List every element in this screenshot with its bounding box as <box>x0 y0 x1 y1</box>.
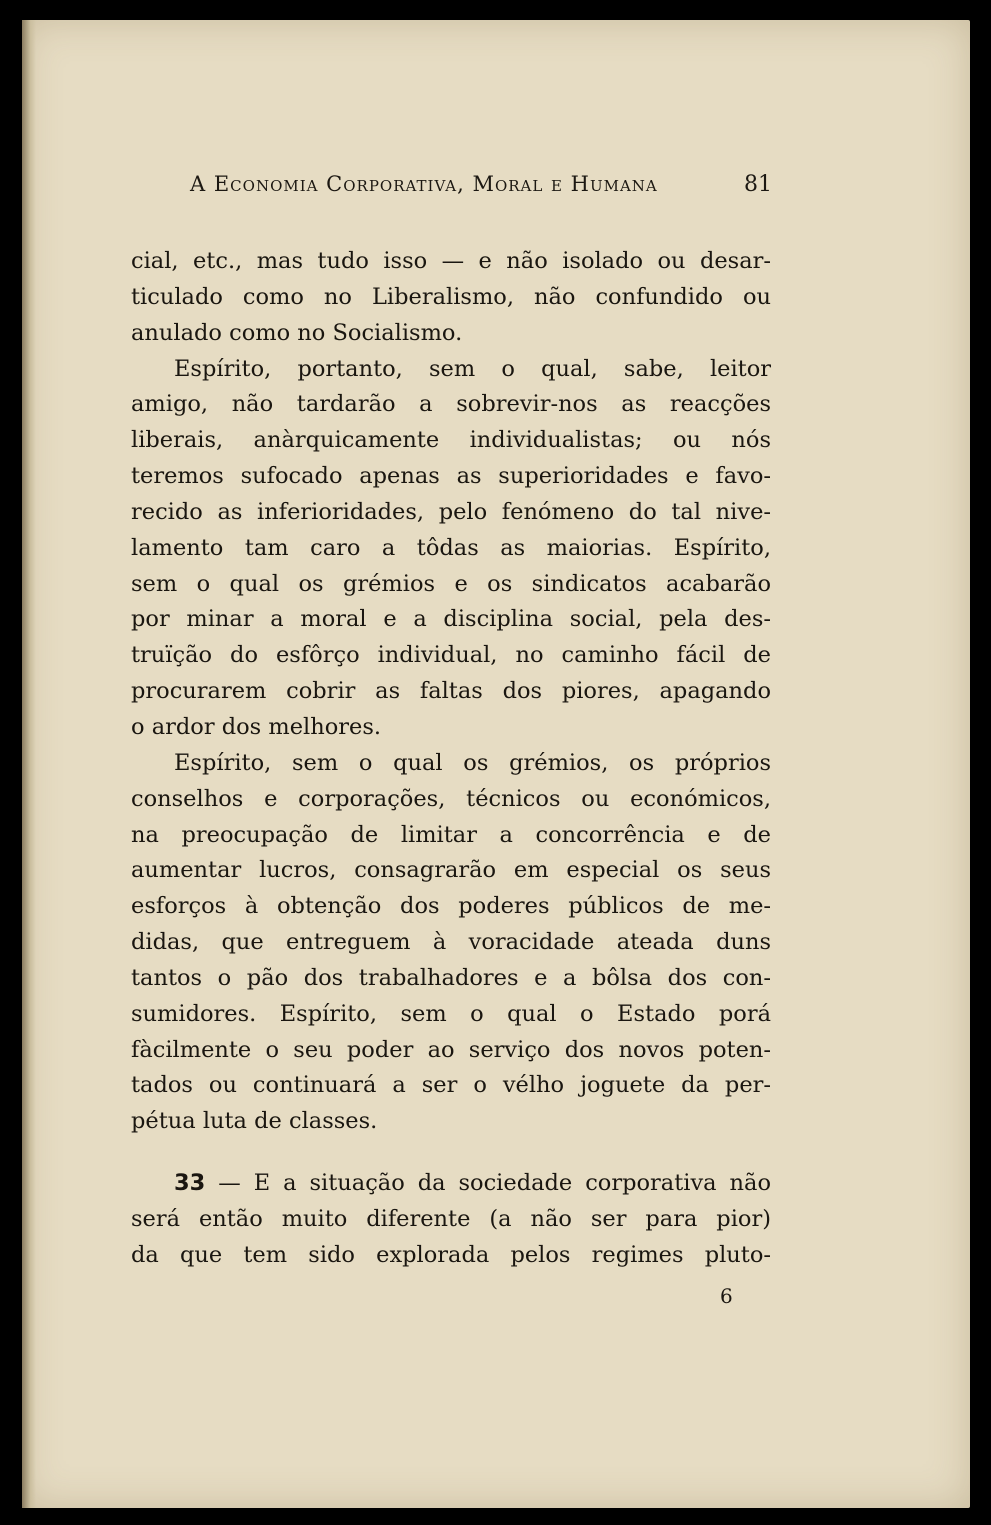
section-number: 33 <box>174 1170 206 1196</box>
running-header-title: A Economia Corporativa, Moral e Humana <box>190 172 658 196</box>
text-line: teremos sufocado apenas as superioridades e favo- <box>131 463 771 490</box>
text-line: conselhos e corporações, técnicos ou económicos, <box>131 785 771 812</box>
text-line: amigo, não tardarão a sobrevir-nos as reacções <box>131 391 771 418</box>
section-heading-line <box>131 1166 771 1202</box>
text-line: anulado como no Socialismo. <box>131 319 463 346</box>
text-line: sumidores. Espírito, sem o qual o Estado porá <box>131 1000 771 1027</box>
text-line: da que tem sido explorada pelos regimes pluto- <box>131 1241 771 1268</box>
text-line: tantos o pão dos trabalhadores e a bôlsa dos con- <box>131 964 771 991</box>
text-line: tados ou continuará a ser o vélho joguete da per- <box>131 1072 771 1099</box>
text-line: pétua luta de classes. <box>131 1108 378 1135</box>
text-line: na preocupação de limitar a concorrência e de <box>131 821 771 848</box>
book-spine-shadow <box>22 20 36 1508</box>
signature-mark: 6 <box>720 1284 733 1308</box>
text-line: recido as inferioridades, pelo fenómeno do tal nive- <box>131 498 771 525</box>
text-line: será então muito diferente (a não ser para pior) <box>131 1205 771 1232</box>
text-line: ticulado como no Liberalismo, não confundido ou <box>131 283 771 310</box>
text-line: por minar a moral e a disciplina social, pela des- <box>131 606 771 633</box>
text-line: aumentar lucros, consagrarão em especial os seus <box>131 857 771 884</box>
running-header <box>190 166 772 206</box>
text-line: Espírito, portanto, sem o qual, sabe, leitor <box>174 355 771 382</box>
section-33-text <box>131 1166 771 1274</box>
text-line: lamento tam caro a tôdas as maiorias. Espírito, <box>131 534 771 561</box>
text-line: didas, que entreguem à voracidade ateada duns <box>131 929 771 956</box>
text-line: Espírito, sem o qual os grémios, os próprios <box>174 749 771 776</box>
text-line: fàcilmente o seu poder ao serviço dos novos poten- <box>131 1036 771 1063</box>
text-line: truïção do esfôrço individual, no caminho fácil de <box>131 642 771 669</box>
text-line: esforços à obtenção dos poderes públicos de me- <box>131 893 771 920</box>
section-first-line: — E a situação da sociedade corporativa não <box>218 1170 771 1196</box>
text-line: cial, etc., mas tudo isso — e não isolado ou desar- <box>131 248 771 274</box>
body-text <box>131 244 771 1140</box>
text-line: o ardor dos melhores. <box>131 713 382 740</box>
text-line: sem o qual os grémios e os sindicatos acabarão <box>131 570 771 597</box>
text-line: liberais, anàrquicamente individualistas; ou nós <box>131 427 771 454</box>
page-number: 81 <box>744 172 772 197</box>
text-line: procurarem cobrir as faltas dos piores, apagando <box>131 678 771 705</box>
